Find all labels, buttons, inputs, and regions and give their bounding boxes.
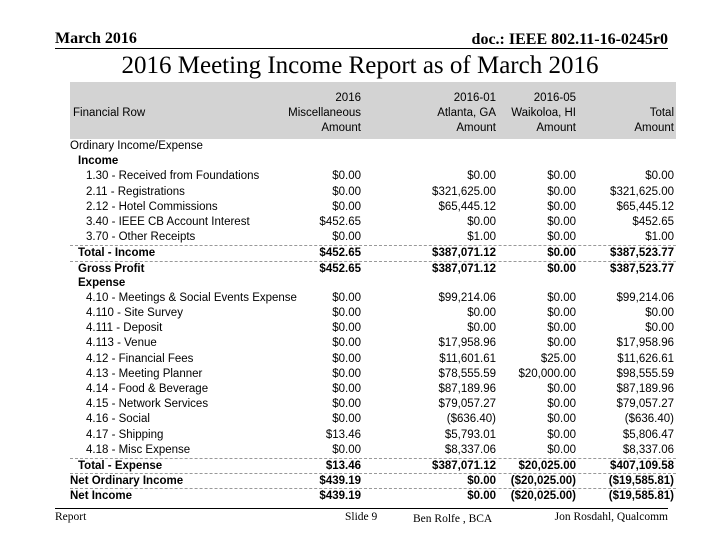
column-header-waikoloa [511, 91, 576, 136]
row-amount: $407,109.58 [610, 459, 674, 472]
column-header-line: Waikoloa, HI [511, 107, 576, 119]
row-amount: $1.00 [645, 231, 674, 244]
row-label: 4.110 - Site Survey [86, 307, 183, 320]
table-row [70, 488, 676, 503]
footer-slide-number: Slide 9 [345, 511, 378, 523]
row-label: Total - Expense [78, 459, 163, 472]
row-amount: $0.00 [547, 200, 576, 213]
row-amount: $13.46 [325, 459, 361, 472]
table-row [70, 200, 676, 215]
row-amount: $0.00 [547, 231, 576, 244]
row-amount: $0.00 [332, 337, 361, 350]
table-row [70, 230, 676, 245]
row-amount: $0.00 [547, 398, 576, 411]
row-amount: $0.00 [547, 322, 576, 335]
row-label: Income [78, 155, 119, 168]
row-label: 4.17 - Shipping [86, 428, 164, 441]
row-amount: $0.00 [332, 307, 361, 320]
row-amount: $11,626.61 [617, 352, 674, 365]
table-row [70, 428, 676, 443]
table-row [70, 443, 676, 458]
table-row [70, 336, 676, 351]
row-amount: $387,071.12 [432, 247, 496, 260]
row-amount: $387,071.12 [432, 262, 496, 275]
row-amount: $0.00 [332, 398, 361, 411]
row-label: 4.13 - Meeting Planner [86, 367, 203, 380]
page-title: 2016 Meeting Income Report as of March 2016 [121, 52, 599, 79]
row-label: 2.12 - Hotel Commissions [86, 200, 218, 213]
row-amount: $0.00 [547, 383, 576, 395]
column-header-financial-row: Financial Row [73, 107, 146, 119]
row-amount: $0.00 [645, 322, 674, 335]
row-amount: $0.00 [547, 291, 576, 304]
row-label: 3.70 - Other Receipts [86, 231, 196, 244]
row-amount: $387,523.77 [610, 262, 674, 275]
row-amount: ($19,585.81) [608, 490, 674, 503]
row-amount: ($19,585.81) [608, 475, 674, 488]
column-header-line: Amount [634, 122, 674, 134]
table-row [70, 458, 676, 473]
row-label: Net Income [70, 490, 132, 503]
row-amount: $17,958.96 [438, 337, 496, 350]
row-amount: $11,601.61 [439, 352, 496, 365]
footer-presenter: Ben Rolfe , BCA [413, 513, 493, 525]
row-amount: $65,445.12 [616, 200, 674, 213]
row-amount: $452.65 [319, 247, 361, 260]
row-amount: $5,806.47 [622, 428, 674, 441]
table-row [70, 412, 676, 427]
column-header-line: Amount [536, 122, 576, 134]
row-amount: $0.00 [332, 231, 361, 244]
row-label: 4.111 - Deposit [86, 322, 163, 335]
table-row [70, 215, 676, 230]
row-amount: $5,793.01 [444, 428, 496, 441]
row-amount: $0.00 [332, 352, 361, 365]
table-row [70, 154, 676, 169]
row-amount: $452.65 [319, 262, 361, 275]
row-amount: $79,057.27 [616, 398, 674, 411]
column-header-row [70, 82, 676, 139]
column-header-line: 2016 [335, 92, 361, 104]
table-row [70, 306, 676, 321]
row-amount: $387,523.77 [610, 247, 674, 260]
row-amount: $8,337.06 [622, 443, 674, 456]
row-amount: $0.00 [467, 322, 496, 335]
table-row [70, 245, 676, 260]
footer-rule [55, 508, 668, 509]
row-amount: $0.00 [547, 170, 576, 183]
row-amount: $0.00 [332, 200, 361, 213]
row-amount: $8,337.06 [444, 443, 496, 456]
row-amount: $1.00 [467, 231, 496, 244]
row-amount: $0.00 [547, 185, 576, 198]
row-amount: $0.00 [467, 475, 496, 488]
row-label: 4.14 - Food & Beverage [86, 383, 209, 395]
row-amount: $0.00 [547, 337, 576, 350]
row-label: Expense [78, 276, 126, 289]
row-amount: $0.00 [332, 443, 361, 456]
row-amount: $0.00 [547, 247, 576, 260]
row-amount: ($20,025.00) [510, 490, 576, 503]
table-row [70, 352, 676, 367]
row-label: 3.40 - IEEE CB Account Interest [86, 215, 250, 228]
row-label: Gross Profit [78, 262, 145, 275]
row-amount: $99,214.06 [438, 291, 496, 304]
row-amount: $25.00 [540, 352, 576, 365]
row-label: 4.113 - Venue [86, 337, 157, 350]
table-row [70, 367, 676, 382]
row-amount: $0.00 [547, 413, 576, 426]
row-amount: $0.00 [332, 291, 361, 304]
row-amount: $20,000.00 [518, 367, 576, 380]
row-amount: $79,057.27 [438, 398, 496, 411]
row-amount: $65,445.12 [438, 200, 496, 213]
row-amount: $452.65 [319, 215, 361, 228]
table-row [70, 261, 676, 276]
row-amount: $0.00 [332, 413, 361, 426]
row-label: 2.11 - Registrations [86, 185, 185, 198]
row-label: 4.18 - Misc Expense [86, 443, 191, 456]
column-header-total [634, 106, 674, 136]
row-label: 4.10 - Meetings & Social Events Expense [86, 291, 297, 304]
row-amount: $321,625.00 [432, 185, 496, 198]
row-amount: ($636.40) [624, 413, 674, 426]
row-label: Ordinary Income/Expense [70, 140, 203, 152]
row-amount: $321,625.00 [610, 185, 674, 198]
row-amount: $0.00 [547, 443, 576, 456]
row-amount: $0.00 [547, 262, 576, 275]
row-amount: $0.00 [467, 170, 496, 183]
table-row [70, 321, 676, 336]
row-amount: $0.00 [547, 428, 576, 441]
column-header-line: Atlanta, GA [437, 107, 496, 119]
row-amount: ($636.40) [446, 413, 496, 426]
column-header-line: Amount [456, 122, 496, 134]
row-amount: $0.00 [547, 215, 576, 228]
table-row [70, 169, 676, 184]
row-label: Net Ordinary Income [70, 475, 184, 488]
column-header-miscellaneous [288, 91, 361, 136]
column-header-atlanta [437, 91, 496, 136]
row-amount: $98,555.59 [616, 367, 674, 380]
row-amount: ($20,025.00) [510, 475, 576, 488]
row-amount: $0.00 [467, 215, 496, 228]
row-amount: $20,025.00 [518, 459, 576, 472]
table-row [70, 139, 676, 154]
header-doc-id: doc.: IEEE 802.11-16-0245r0 [471, 31, 668, 48]
table-row [70, 382, 676, 397]
row-amount: $452.65 [632, 215, 674, 228]
income-report-table [70, 82, 676, 504]
row-amount: $78,555.59 [438, 367, 496, 380]
column-header-line: Total [649, 107, 674, 119]
row-amount: $0.00 [332, 383, 361, 395]
table-row [70, 397, 676, 412]
table-row [70, 276, 676, 291]
row-amount: $387,071.12 [432, 459, 496, 472]
column-header-line: Miscellaneous [288, 107, 361, 119]
table-row [70, 185, 676, 200]
table-body [70, 139, 676, 504]
table-row [70, 473, 676, 488]
row-amount: $0.00 [332, 170, 361, 183]
row-amount: $13.46 [325, 428, 361, 441]
row-amount: $439.19 [319, 475, 361, 488]
row-label: 4.15 - Network Services [86, 398, 209, 411]
column-header-line: 2016-05 [533, 92, 576, 104]
row-amount: $0.00 [645, 170, 674, 183]
row-amount: $87,189.96 [616, 383, 674, 395]
row-amount: $99,214.06 [616, 291, 674, 304]
table-row [70, 291, 676, 306]
row-amount: $87,189.96 [438, 383, 496, 395]
row-amount: $0.00 [547, 307, 576, 320]
header-rule [55, 48, 668, 49]
row-amount: $0.00 [467, 490, 496, 503]
row-label: 1.30 - Received from Foundations [86, 170, 260, 183]
row-label: 4.12 - Financial Fees [86, 352, 194, 365]
row-amount: $17,958.96 [616, 337, 674, 350]
row-amount: $0.00 [332, 185, 361, 198]
row-amount: $0.00 [332, 367, 361, 380]
row-amount: $0.00 [332, 322, 361, 335]
row-amount: $439.19 [319, 490, 361, 503]
row-label: Total - Income [78, 247, 156, 260]
header-date: March 2016 [55, 30, 137, 47]
row-amount: $0.00 [645, 307, 674, 320]
row-amount: $0.00 [467, 307, 496, 320]
column-header-line: 2016-01 [453, 92, 496, 104]
footer-report-label: Report [55, 511, 87, 523]
row-label: 4.16 - Social [86, 413, 150, 426]
column-header-line: Amount [321, 122, 361, 134]
footer-author: Jon Rosdahl, Qualcomm [554, 511, 668, 523]
